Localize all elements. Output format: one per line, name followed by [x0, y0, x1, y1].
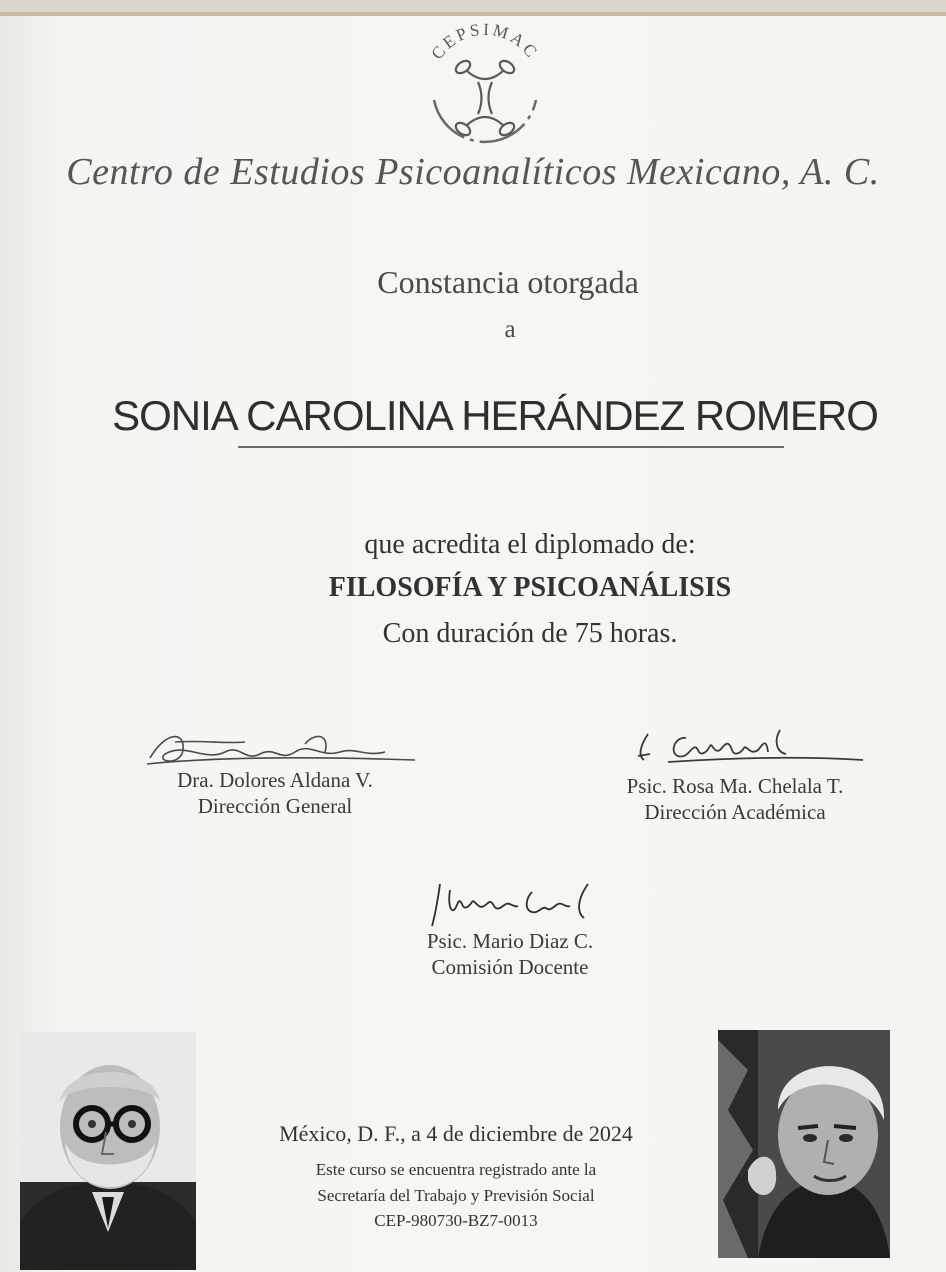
portrait-photo-man-gray-hair	[718, 1030, 890, 1258]
logo-text: CEPSIMAC	[427, 19, 543, 63]
recipient-underline	[238, 446, 784, 448]
registration-line-2: Secretaría del Trabajo y Previsión Social	[317, 1186, 595, 1205]
signatory-name: Psic. Rosa Ma. Chelala T.	[626, 774, 844, 798]
recipient-name: SONIA CAROLINA HERÁNDEZ ROMERO	[112, 392, 878, 439]
registration-line-1: Este curso se encuentra registrado ante la	[315, 1160, 597, 1179]
signature-chelala	[628, 720, 868, 776]
duration-text: Con duración de 75 horas.	[382, 618, 678, 649]
signatory-role: Comisión Docente	[431, 955, 589, 979]
svg-text:CEPSIMAC	[427, 20, 542, 63]
program-title: FILOSOFÍA Y PSICOANÁLISIS	[328, 572, 732, 603]
institution-name: Centro de Estudios Psicoanalíticos Mexicano, A. C.	[66, 151, 880, 193]
portrait-photo-bearded-man-glasses	[20, 1032, 196, 1270]
signatory-name: Dra. Dolores Aldana V.	[177, 768, 373, 792]
constancia-heading: Constancia otorgada	[377, 264, 639, 300]
scan-top-edge	[0, 12, 946, 16]
signatory-role: Dirección General	[197, 794, 353, 818]
signatory-name: Psic. Mario Diaz C.	[426, 929, 594, 953]
signature-diaz	[428, 878, 603, 934]
registration-code: CEP-980730-BZ7-0013	[374, 1211, 538, 1230]
cepsimac-logo	[410, 18, 560, 158]
place-date: México, D. F., a 4 de diciembre de 2024	[279, 1121, 633, 1146]
constancia-to: a	[504, 316, 516, 343]
signatory-role: Dirección Académica	[644, 800, 826, 824]
accredits-text: que acredita el diplomado de:	[364, 529, 696, 560]
